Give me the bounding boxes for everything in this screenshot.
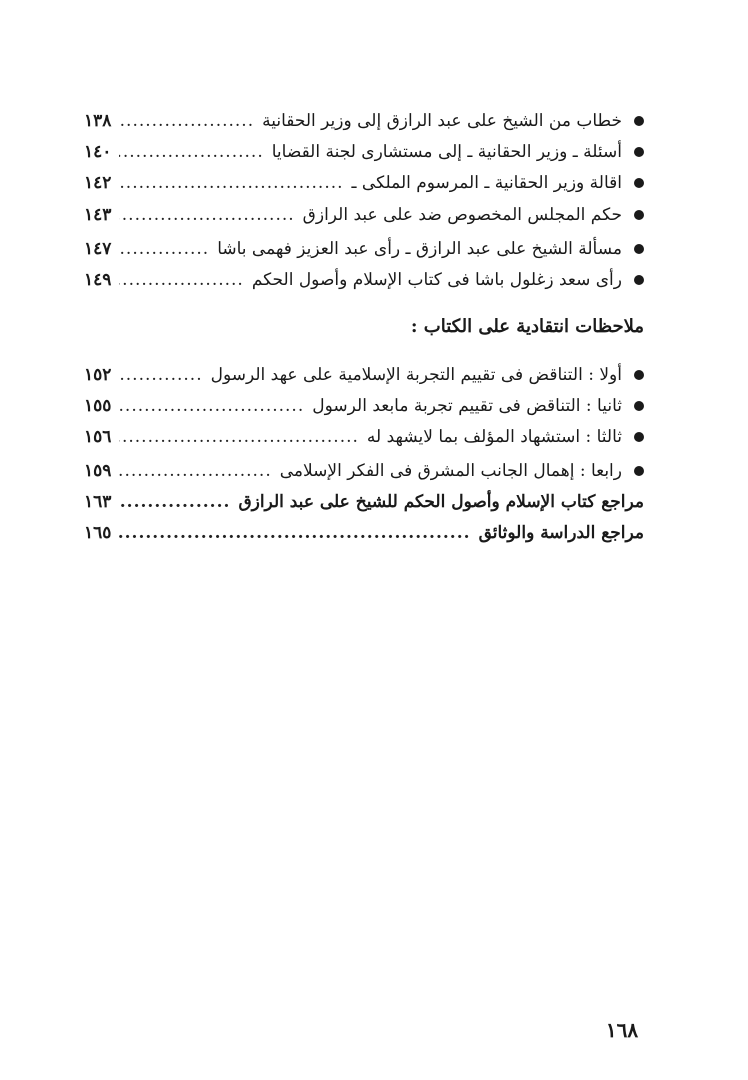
leader-dots: [119, 270, 243, 290]
entry-title: اقالة وزير الحقانية ـ المرسوم الملكى ـ: [351, 173, 622, 193]
entry-title: رأى سعد زغلول باشا فى كتاب الإسلام وأصول الحكم: [251, 270, 622, 290]
toc-entry: [84, 362, 644, 388]
entry-page: ١٥٦: [84, 427, 112, 447]
bullet-icon: [634, 401, 644, 411]
entry-page: ١٤٢: [84, 173, 112, 193]
entry-title: ثالثا : استشهاد المؤلف بما لايشهد له: [366, 427, 622, 447]
toc-entry: [84, 202, 644, 228]
entry-title: حكم المجلس المخصوص ضد على عبد الرازق: [302, 205, 622, 225]
entry-title: مسألة الشيخ على عبد الرازق ـ رأى عبد العزيز فهمى باشا: [217, 239, 622, 259]
toc-entry: [84, 393, 644, 419]
entry-title: مراجع كتاب الإسلام وأصول الحكم للشيخ على عبد الرازق: [238, 492, 644, 512]
section-heading: ملاحظات انتقادية على الكتاب :: [410, 315, 644, 337]
toc-entry: [84, 267, 644, 293]
bullet-icon: [634, 275, 644, 285]
bullet-icon: [634, 432, 644, 442]
bullet-icon: [634, 147, 644, 157]
toc-entry: [84, 458, 644, 484]
entry-page: ١٣٨: [84, 111, 112, 131]
leader-dots: [119, 365, 202, 385]
entry-title: مراجع الدراسة والوثائق: [478, 523, 644, 543]
toc-entry: [84, 236, 644, 262]
toc-entry: [84, 489, 644, 515]
toc-entry: [84, 139, 644, 165]
leader-dots: [119, 173, 343, 193]
entry-page: ١٥٥: [84, 396, 112, 416]
entry-title: أولا : التناقض فى تقييم التجربة الإسلامية على عهد الرسول: [210, 365, 622, 385]
entry-page: ١٥٩: [84, 461, 112, 481]
leader-dots: [119, 111, 254, 131]
bullet-icon: [634, 466, 644, 476]
bullet-icon: [634, 116, 644, 126]
entry-title: ثانيا : التناقض فى تقييم تجربة مابعد الرسول: [312, 396, 622, 416]
bullet-icon: [634, 244, 644, 254]
toc-entry: [84, 108, 644, 134]
toc-entry: [84, 424, 644, 450]
bullet-icon: [634, 210, 644, 220]
entry-page: ١٤٠: [84, 142, 112, 162]
toc-entry: [84, 520, 644, 546]
entry-page: ١٤٧: [84, 239, 112, 259]
bullet-icon: [634, 178, 644, 188]
entry-page: ١٤٣: [84, 205, 112, 225]
leader-dots: [119, 205, 294, 225]
page-number: ١٦٨: [605, 1018, 639, 1042]
leader-dots: [119, 461, 271, 481]
bullet-icon: [634, 370, 644, 380]
entry-title: خطاب من الشيخ على عبد الرازق إلى وزير الحقانية: [262, 111, 622, 131]
entry-page: ١٦٥: [84, 523, 112, 543]
leader-dots: [119, 492, 230, 512]
leader-dots: [119, 427, 359, 447]
entry-title: رابعا : إهمال الجانب المشرق فى الفكر الإسلامى: [279, 461, 622, 481]
leader-dots: [119, 142, 263, 162]
entry-page: ١٦٣: [84, 492, 112, 512]
leader-dots: [119, 523, 470, 543]
toc-entry: [84, 170, 644, 196]
leader-dots: [119, 396, 304, 416]
entry-page: ١٥٢: [84, 365, 112, 385]
entry-title: أسئلة ـ وزير الحقانية ـ إلى مستشارى لجنة القضايا: [271, 142, 622, 162]
leader-dots: [119, 239, 209, 259]
entry-page: ١٤٩: [84, 270, 112, 290]
